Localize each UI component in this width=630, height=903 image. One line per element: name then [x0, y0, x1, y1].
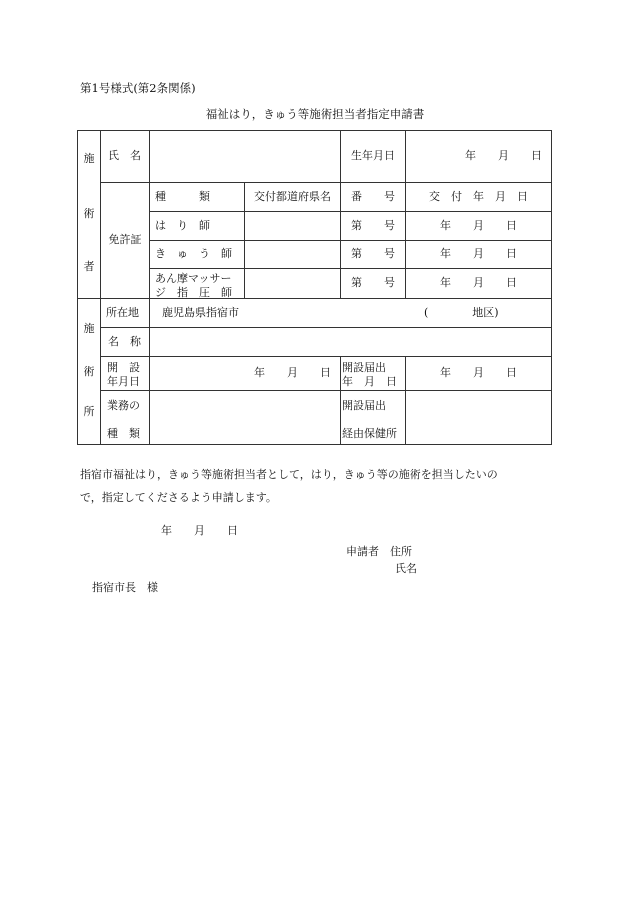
- health-office-label-line1: 開設届出: [342, 399, 386, 412]
- facility-location-label: 所在地: [106, 305, 139, 319]
- side-label-char: 施: [83, 151, 95, 165]
- side-label-char: 術: [83, 206, 95, 220]
- license-number-header: 番 号: [351, 189, 395, 203]
- side-label-char: 所: [83, 404, 95, 418]
- table-line: [551, 130, 552, 445]
- license-kind-massage-line2: ジ 指 圧 師: [155, 286, 232, 299]
- birth-date-field[interactable]: 年 月 日: [465, 149, 542, 163]
- license-issued-header: 交 付 年 月 日: [429, 189, 528, 203]
- birth-date-label: 生年月日: [351, 149, 395, 163]
- statement-line-1: 指宿市福祉はり，きゅう等施術担当者として，はり，きゅう等の施術を担当したいの: [80, 468, 498, 481]
- notice-date-label-line1: 開設届出: [342, 361, 386, 374]
- table-line: [340, 356, 341, 444]
- license-prefecture-header: 交付都道府県名: [254, 189, 331, 203]
- opening-date-field[interactable]: 年 月 日: [254, 366, 331, 380]
- table-line: [149, 130, 150, 445]
- side-label-char: 者: [83, 259, 95, 273]
- form-number-label: 第1号様式(第2条関係): [80, 81, 196, 95]
- side-label-char: 施: [83, 321, 95, 335]
- license-kind-header: 種 類: [155, 189, 210, 203]
- license-date-field[interactable]: 年 月 日: [440, 218, 517, 232]
- table-line: [100, 390, 551, 391]
- business-type-label-line1: 業務の: [107, 399, 140, 412]
- license-kind-massage-line1: あん摩マッサー: [155, 272, 232, 285]
- addressee: 指宿市長 様: [92, 581, 158, 594]
- opening-date-label-line2: 年月日: [107, 375, 140, 388]
- applicant-name-label: 氏名: [395, 562, 417, 575]
- application-date-field[interactable]: 年 月 日: [161, 524, 238, 537]
- business-type-label-line2: 種 類: [107, 427, 140, 440]
- notice-date-field[interactable]: 年 月 日: [440, 366, 517, 380]
- opening-date-label-line1: 開 設: [107, 361, 140, 374]
- license-number-field[interactable]: 第 号: [351, 218, 395, 232]
- document-title: 福祉はり，きゅう等施術担当者指定申請書: [205, 107, 425, 121]
- license-kind-acupuncturist: は り 師: [155, 218, 210, 232]
- table-line: [100, 327, 551, 328]
- applicant-address-label: 申請者 住所: [346, 545, 412, 558]
- notice-date-label-line2: 年 月 日: [342, 375, 397, 388]
- facility-name-label: 名 称: [108, 334, 141, 348]
- side-label-char: 術: [83, 364, 95, 378]
- table-line: [405, 130, 406, 298]
- practitioner-name-label: 氏 名: [108, 149, 141, 163]
- facility-location-value[interactable]: 鹿児島県指宿市: [162, 305, 239, 319]
- license-label: 免許証: [108, 233, 142, 247]
- license-number-field[interactable]: 第 号: [351, 247, 395, 261]
- license-date-field[interactable]: 年 月 日: [440, 276, 517, 290]
- license-number-field[interactable]: 第 号: [351, 276, 395, 290]
- table-line: [77, 130, 78, 445]
- facility-district-field[interactable]: ( 地区): [424, 305, 499, 319]
- statement-line-2: で，指定してくださるよう申請します。: [80, 491, 277, 504]
- license-date-field[interactable]: 年 月 日: [440, 247, 517, 261]
- table-line: [405, 356, 406, 444]
- license-kind-moxibustionist: き ゅ う 師: [155, 247, 232, 261]
- health-office-label-line2: 経由保健所: [342, 427, 397, 440]
